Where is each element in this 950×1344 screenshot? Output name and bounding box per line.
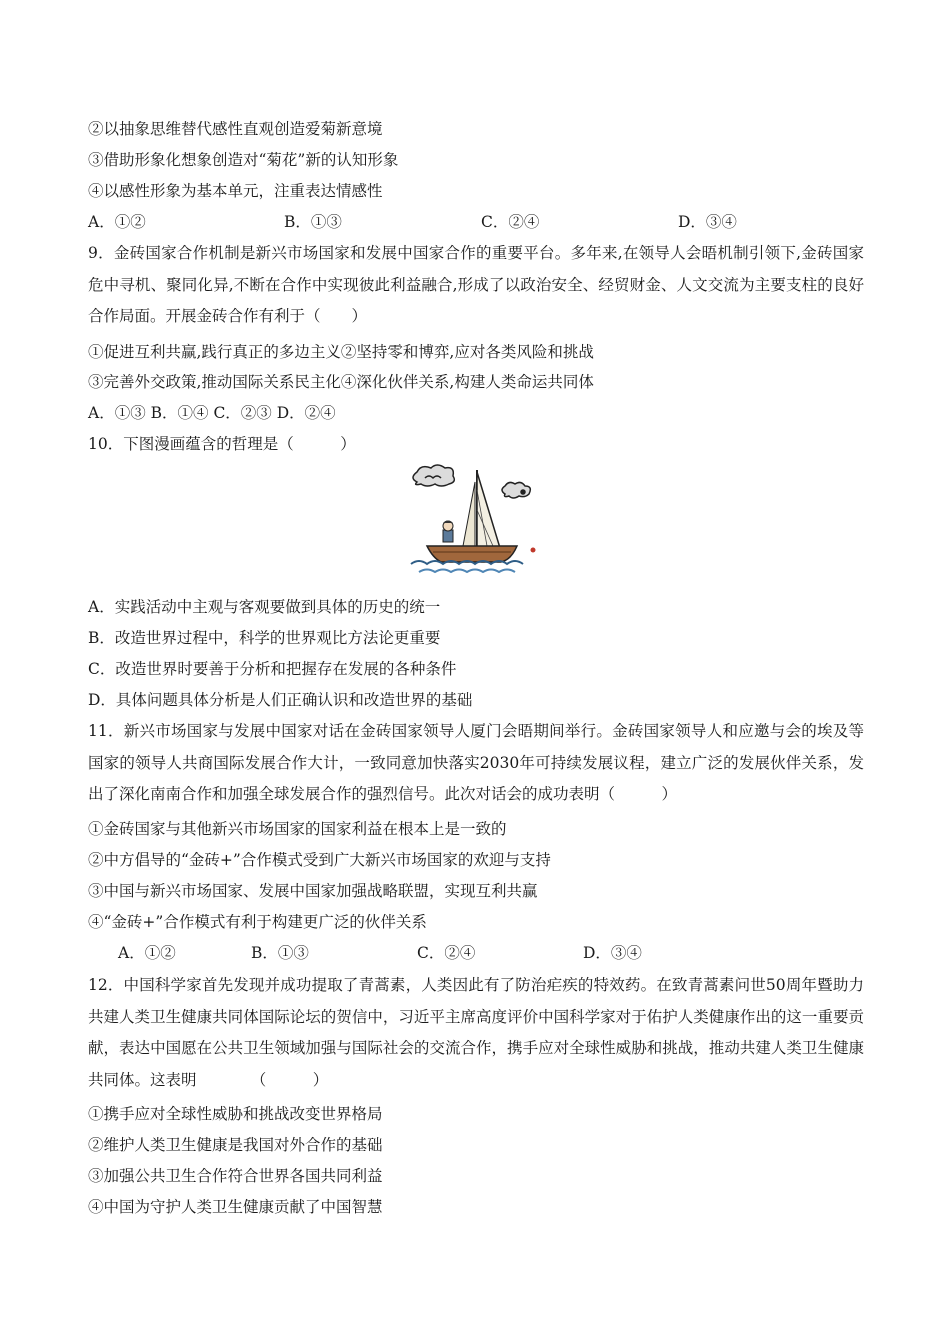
q11-option-b: B．①③	[251, 944, 309, 962]
q8-item-2: ②以抽象思维替代感性直观创造爱菊新意境	[88, 120, 383, 138]
boat-hull-icon	[427, 546, 517, 562]
q10-option-c: C．改造世界时要善于分析和把握存在发展的各种条件	[88, 660, 457, 678]
q10-stem: 10．下图漫画蕴含的哲理是（ ）	[88, 435, 356, 453]
q8-option-c: C．②④	[481, 213, 540, 231]
q12-item-4: ④中国为守护人类卫生健康贡献了中国智慧	[88, 1198, 383, 1216]
q10-option-a: A．实践活动中主观与客观要做到具体的历史的统一	[88, 598, 441, 616]
q11-option-c: C．②④	[417, 944, 476, 962]
q11-item-4: ④“金砖+”合作模式有利于构建更广泛的伙伴关系	[88, 913, 427, 931]
q9-options: A．①③ B．①④ C．②③ D．②④	[88, 404, 336, 422]
cloud-right-icon	[502, 482, 530, 498]
q8-item-3: ③借助形象化想象创造对“菊花”新的认知形象	[88, 151, 399, 169]
q11-option-a: A．①②	[118, 944, 176, 962]
q11-item-2: ②中方倡导的“金砖+”合作模式受到广大新兴市场国家的欢迎与支持	[88, 851, 551, 869]
q11-stem: 11．新兴市场国家与发展中国家对话在金砖国家领导人厦门会晤期间举行。金砖国家领导人和应邀与会的埃及等国家的领导人共商国际发展合作大计，一致同意加快落实2030年可持续发展议程，建立广泛的发展伙伴关系，发出了深化南南合作和加强全球发展合作的强烈信号。此次对话会的成功表明（ ）	[88, 722, 864, 803]
q9-items-line-1: ①促进互利共赢,践行真正的多边主义②坚持零和博弈,应对各类风险和挑战	[88, 343, 594, 361]
sail-icon	[463, 470, 500, 550]
sailboat-cartoon	[405, 460, 545, 580]
q8-option-b: B．①③	[284, 213, 342, 231]
seal-dot-icon	[531, 548, 536, 553]
q11-item-1: ①金砖国家与其他新兴市场国家的国家利益在根本上是一致的	[88, 820, 507, 838]
q12-item-3: ③加强公共卫生合作符合世界各国共同利益	[88, 1167, 383, 1185]
q12-item-2: ②维护人类卫生健康是我国对外合作的基础	[88, 1136, 383, 1154]
q12-item-1: ①携手应对全球性威胁和挑战改变世界格局	[88, 1105, 383, 1123]
q9-stem: 9．金砖国家合作机制是新兴市场国家和发展中国家合作的重要平台。多年来,在领导人会晤机制引领下,金砖国家危中寻机、聚同化异,不断在合作中实现彼此利益融合,形成了以政治安全、经贸财金、人文交流为主要支柱的良好合作局面。开展金砖合作有利于（ ）	[88, 244, 864, 325]
q8-option-d: D．③④	[678, 213, 737, 231]
person-icon	[443, 521, 453, 543]
q10-option-d: D．具体问题具体分析是人们正确认识和改造世界的基础	[88, 691, 473, 709]
q8-option-a: A．①②	[88, 213, 146, 231]
q11-item-3: ③中国与新兴市场国家、发展中国家加强战略联盟，实现互利共赢	[88, 882, 538, 900]
q12-stem: 12．中国科学家首先发现并成功提取了青蒿素，人类因此有了防治疟疾的特效药。在致青蒿素问世50周年暨助力共建人类卫生健康共同体国际论坛的贺信中，习近平主席高度评价中国科学家对于佑护人类健康作出的这一重要贡献，表达中国愿在公共卫生领域加强与国际社会的交流合作，携手应对全球性威胁和挑战，推动共建人类卫生健康共同体。这表明 （ ）	[88, 976, 864, 1089]
q8-item-4: ④以感性形象为基本单元，注重表达情感性	[88, 182, 383, 200]
q11-option-d: D．③④	[583, 944, 642, 962]
q9-items-line-2: ③完善外交政策,推动国际关系民主化④深化伙伴关系,构建人类命运共同体	[88, 373, 594, 391]
cloud-left-icon	[413, 465, 454, 486]
q10-option-b: B．改造世界过程中，科学的世界观比方法论更重要	[88, 629, 441, 647]
